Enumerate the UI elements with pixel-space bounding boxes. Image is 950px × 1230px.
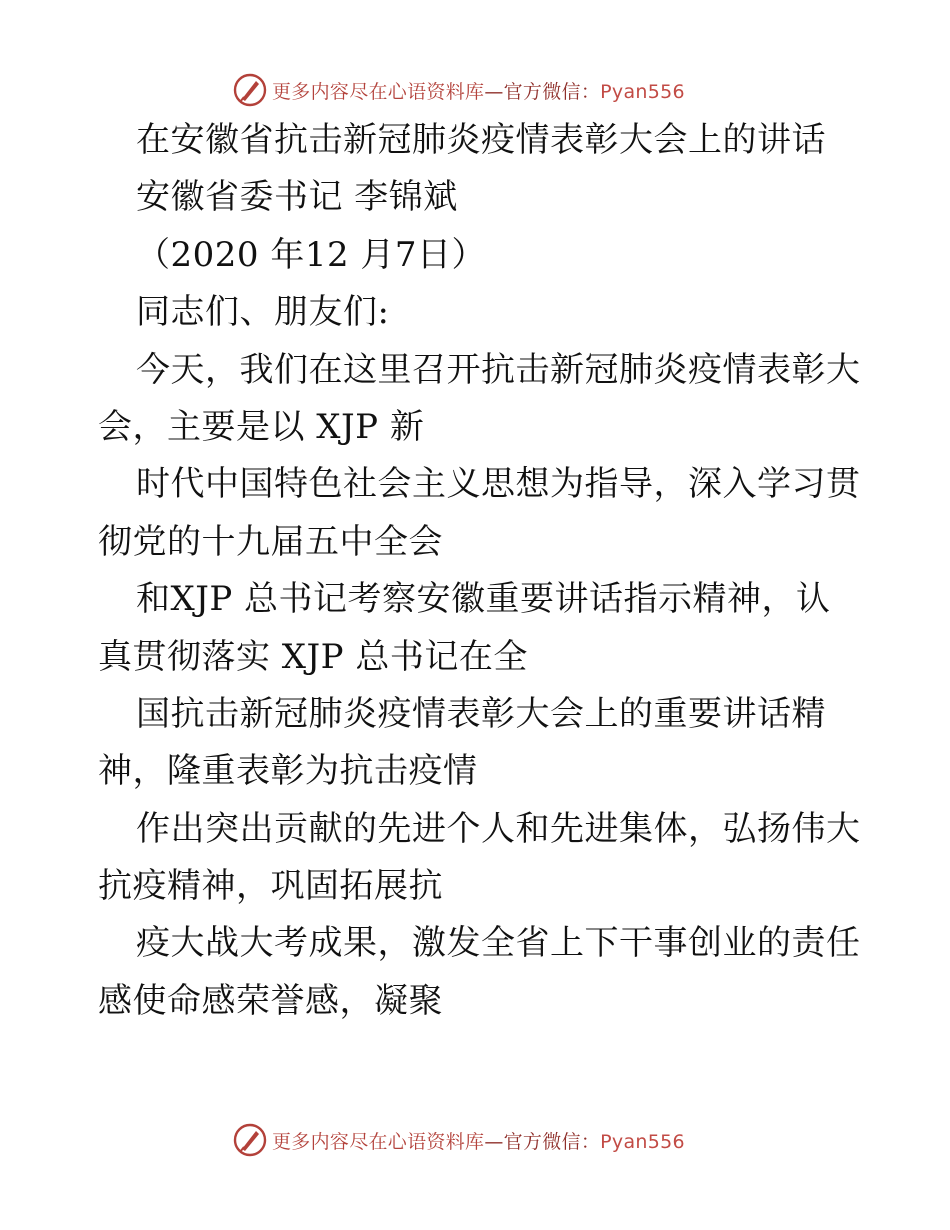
watermark-text (272, 1127, 685, 1154)
quill-pen-circle-icon (232, 1122, 268, 1158)
watermark-wechat-id: Pyan556 (600, 80, 685, 103)
header-watermark-banner (232, 72, 685, 108)
watermark-site: 更多内容尽在心语资料库 (272, 1130, 485, 1153)
document-body (98, 120, 898, 1041)
paragraph-line: 彻党的十九届五中全会 (98, 521, 443, 562)
paragraph-line: 国抗击新冠肺炎疫情表彰大会上的重要讲话精 (136, 693, 826, 734)
document-date: （2020 年12 月7日） (136, 234, 487, 275)
document-author: 安徽省委书记 李锦斌 (136, 177, 458, 218)
watermark-wechat-label: 官方微信： (503, 80, 601, 103)
paragraph-line: 时代中国特色社会主义思想为指导，深入学习贯 (136, 464, 861, 505)
footer-watermark-banner (232, 1122, 685, 1158)
watermark-wechat-label: 官方微信： (503, 1130, 601, 1153)
paragraph-line: 抗疫精神，巩固拓展抗 (98, 866, 443, 907)
watermark-site: 更多内容尽在心语资料库 (272, 80, 485, 103)
document-salutation: 同志们、朋友们: (136, 292, 390, 333)
document-title: 在安徽省抗击新冠肺炎疫情表彰大会上的讲话 (136, 120, 826, 160)
paragraph-line: 作出突出贡献的先进个人和先进集体，弘扬伟大 (136, 808, 861, 849)
paragraph-line: 神，隆重表彰为抗击疫情 (98, 751, 478, 792)
paragraph-line: 感使命感荣誉感，凝聚 (98, 980, 443, 1021)
watermark-dash: — (484, 1130, 504, 1153)
paragraph-line: 真贯彻落实 XJP 总书记在全 (98, 636, 528, 677)
quill-pen-circle-icon (232, 72, 268, 108)
paragraph-line: 今天，我们在这里召开抗击新冠肺炎疫情表彰大 (136, 349, 861, 390)
paragraph-line: 疫大战大考成果，激发全省上下干事创业的责任 (136, 923, 861, 964)
paragraph-line: 会，主要是以 XJP 新 (98, 406, 425, 447)
watermark-dash: — (484, 80, 504, 103)
watermark-wechat-id: Pyan556 (600, 1130, 685, 1153)
watermark-text (272, 77, 685, 104)
paragraph-line: 和XJP 总书记考察安徽重要讲话指示精神，认 (136, 579, 831, 620)
